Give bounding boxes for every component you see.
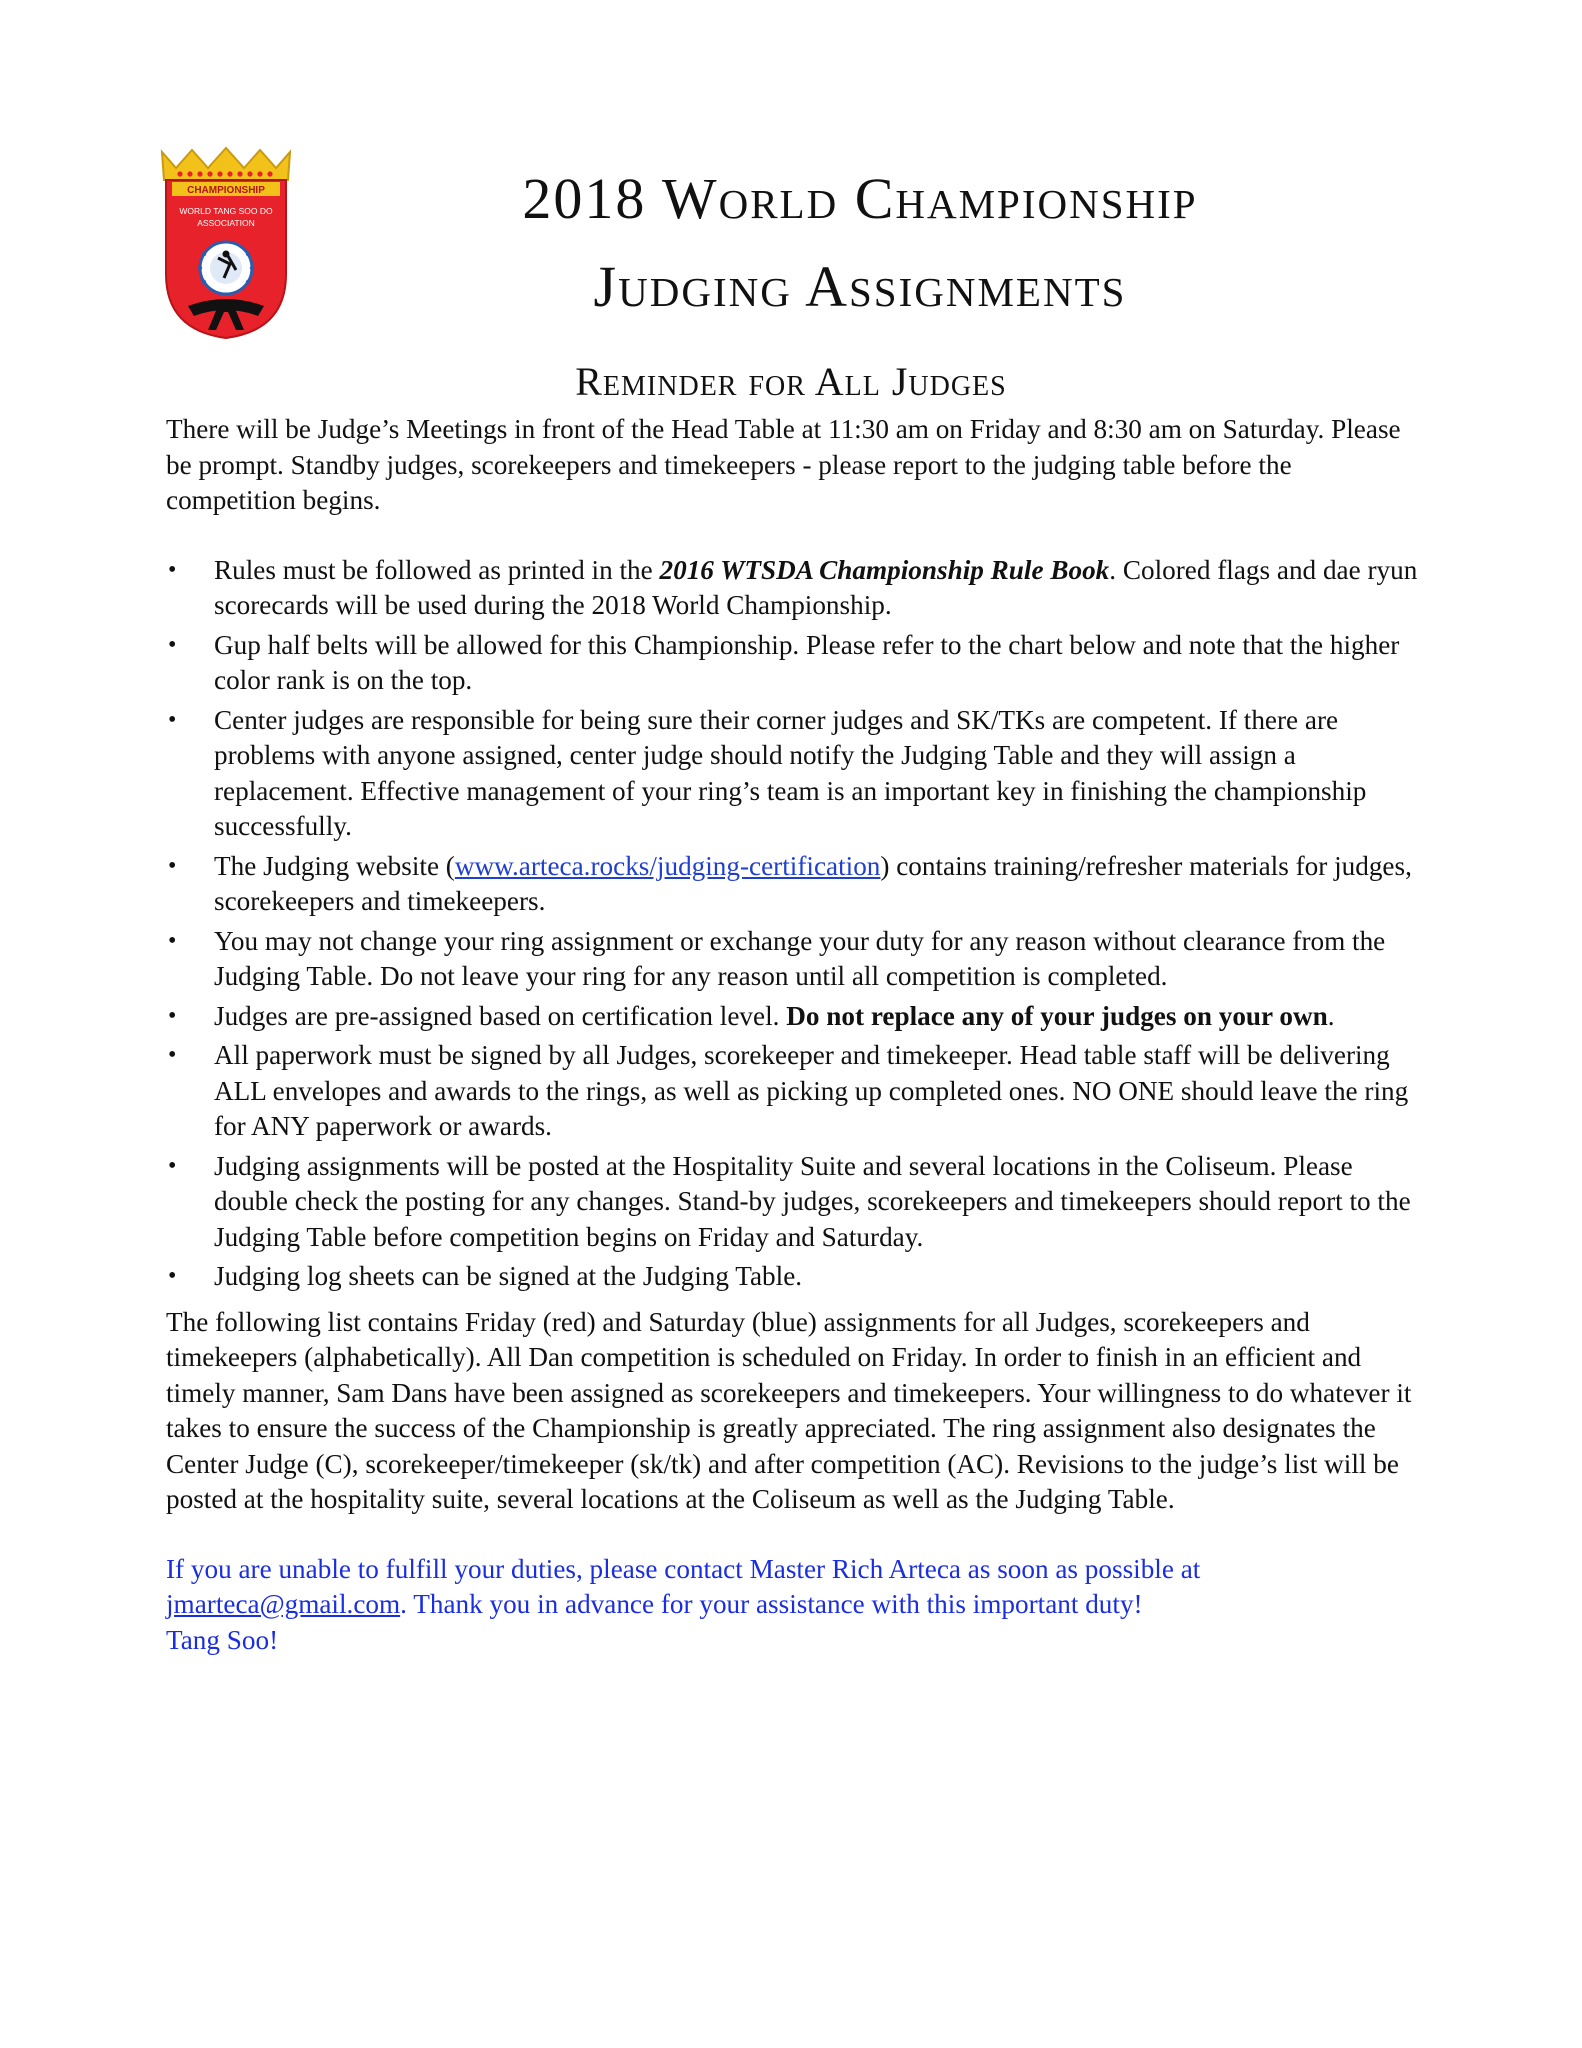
intro-paragraph: There will be Judge’s Meetings in front of the Head Table at 11:30 am on Friday and 8:30 am on Saturday. Please be prompt. Standby judges, scorekeepers and timekeepers - please report to the judging table before the competition begins.	[166, 414, 1401, 515]
logo-label-line1: WORLD TANG SOO DO	[179, 206, 273, 216]
contact-paragraph	[166, 1552, 1428, 1659]
assignments-paragraph: The following list contains Friday (red) and Saturday (blue) assignments for all Judges, scorekeepers and timekeepers (alphabetically). All Dan competition is scheduled on Friday. In order to finish in an efficient and timely manner, Sam Dans have been assigned as scorekeepers and timekeepers. Your willingness to do whatever it takes to ensure the success of the Championship is greatly appreciated. The ring assignment also designates the Center Judge (C), scorekeeper/timekeeper (sk/tk) and after competition (AC). Revisions to the judge’s list will be posted at the hospitality suite, several locations at the Coliseum as well as the Judging Table.	[166, 1306, 1412, 1514]
crest-icon	[158, 146, 294, 340]
rule5-text: You may not change your ring assignment or exchange your duty for any reason without clearance from the Judging Table. Do not leave your ring for any reason until all competition is completed.	[214, 925, 1386, 991]
rule4-pre: The Judging website (	[214, 850, 455, 881]
rule7-text: All paperwork must be signed by all Judges, scorekeeper and timekeeper. Head table staff will be delivering ALL envelopes and awards to the rings, as well as picking up completed ones. NO ONE should leave the ring for ANY paperwork or awards.	[214, 1040, 1409, 1141]
reminder-heading: Reminder for All Judges	[575, 359, 1007, 404]
rule6-pre: Judges are pre-assigned based on certification level.	[214, 1000, 787, 1031]
list-item	[166, 1259, 1428, 1295]
list-item	[166, 1038, 1428, 1145]
list-item	[166, 703, 1428, 845]
bullet-icon: •	[168, 1263, 177, 1289]
list-item	[166, 553, 1428, 624]
rule6-bold: Do not replace any of your judges on your own	[786, 1000, 1328, 1031]
list-item	[166, 849, 1428, 920]
rules-list	[166, 553, 1428, 1295]
rule-book-title: 2016 WTSDA Championship Rule Book	[659, 554, 1110, 585]
page-title-line1: 2018 World Championship	[522, 166, 1198, 231]
judging-website-link[interactable]: www.arteca.rocks/judging-certification	[454, 850, 881, 881]
contact-post: . Thank you in advance for your assistance with this important duty!	[400, 1589, 1143, 1619]
rule9-text: Judging log sheets can be signed at the Judging Table.	[214, 1261, 803, 1291]
closing-text: Tang Soo!	[166, 1624, 279, 1655]
document-body	[166, 412, 1428, 1658]
bullet-icon: •	[168, 1042, 177, 1068]
bullet-icon: •	[168, 927, 177, 954]
rule1-post: . Colored flags and dae ryun scorecards will be used during the 2018 World Championship.	[214, 554, 1418, 620]
rule2-text: Gup half belts will be allowed for this Championship. Please refer to the chart below and note that the higher color rank is on the top.	[214, 629, 1400, 695]
list-item	[166, 999, 1428, 1035]
bullet-icon: •	[168, 556, 177, 583]
rule8-text: Judging assignments will be posted at the Hospitality Suite and several locations in the Coliseum. Please double check the posting for any changes. Stand-by judges, scorekeepers and timekeepers should report to the Judging Table before competition begins on Friday and Saturday.	[214, 1150, 1411, 1252]
bullet-icon: •	[168, 706, 177, 733]
list-item	[166, 628, 1428, 699]
email-link[interactable]: jmarteca@gmail.com	[166, 1589, 401, 1619]
bullet-icon: •	[168, 1002, 177, 1029]
list-item	[166, 924, 1428, 995]
bullet-icon: •	[168, 852, 177, 879]
rule6-post: .	[1327, 1000, 1335, 1031]
bullet-icon: •	[168, 631, 177, 658]
list-item	[166, 1149, 1428, 1256]
logo-label-line2: ASSOCIATION	[197, 218, 255, 228]
wtsda-championship-logo	[158, 146, 294, 340]
bullet-icon: •	[168, 1152, 177, 1179]
page-title-line2: Judging Assignments	[593, 254, 1127, 319]
contact-pre: If you are unable to fulfill your duties, please contact Master Rich Arteca as soon as possible at	[166, 1553, 1201, 1584]
rule4-post: ) contains training/refresher materials for judges, scorekeepers and timekeepers.	[214, 850, 1412, 916]
logo-label-top: CHAMPIONSHIP	[187, 185, 265, 196]
rule3-text: Center judges are responsible for being sure their corner judges and SK/TKs are competent. If there are problems with anyone assigned, center judge should notify the Judging Table and they will assign a replacement. Effective management of your ring’s team is an important key in finishing the championship successfully.	[214, 704, 1367, 841]
rule1-pre: Rules must be followed as printed in the	[214, 554, 660, 585]
